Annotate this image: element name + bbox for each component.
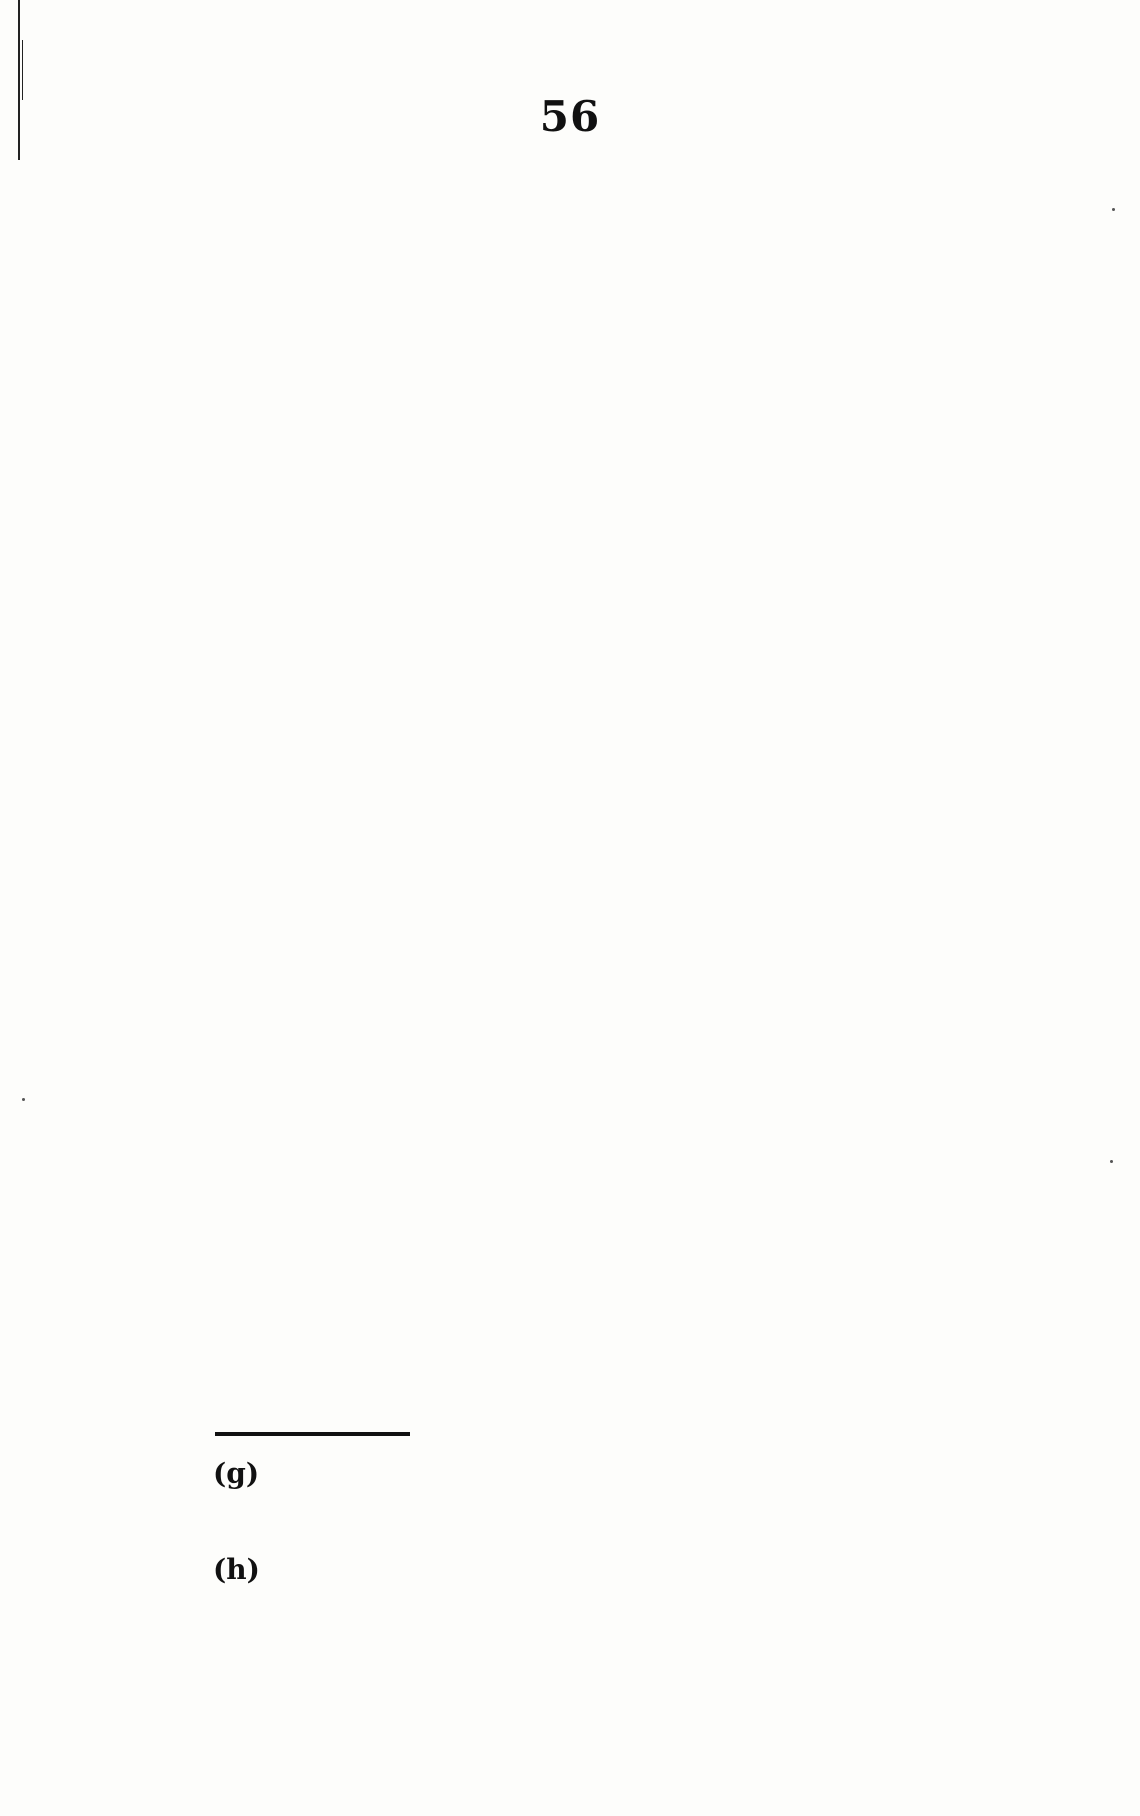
scan-speck (1112, 208, 1115, 211)
scan-speck (22, 1098, 25, 1101)
footnote-rule (215, 1432, 410, 1436)
text-line (213, 501, 1043, 555)
text-line (213, 447, 1043, 501)
text-line (213, 1154, 1043, 1208)
footnotes (213, 1450, 1043, 1594)
text-line (213, 719, 1043, 773)
footnote-g-continuation (213, 1498, 1043, 1546)
text-line (213, 882, 1043, 936)
text-line (213, 1317, 1043, 1371)
text-line (213, 1263, 1043, 1317)
text-line (213, 393, 1043, 447)
text-line (213, 828, 1043, 882)
text-line (213, 991, 1043, 1045)
scan-speck (1110, 1160, 1113, 1163)
footnote-marker: (g) (213, 1457, 260, 1490)
text-line (213, 229, 1043, 283)
text-line (213, 1372, 1043, 1426)
text-line (213, 610, 1043, 664)
text-line (213, 1100, 1043, 1154)
footnote-g (213, 1450, 1043, 1498)
text-line (213, 773, 1043, 827)
footnote-marker: (h) (213, 1553, 260, 1586)
text-line (213, 556, 1043, 610)
body-text (213, 175, 1043, 1480)
binding-edge-mark (22, 40, 23, 100)
text-line (213, 665, 1043, 719)
text-line (213, 1045, 1043, 1099)
text-line (213, 284, 1043, 338)
text-line (213, 1208, 1043, 1262)
page-number: 56 (539, 92, 601, 141)
text-line (213, 175, 1043, 229)
text-line (213, 936, 1043, 990)
text-line (213, 338, 1043, 392)
footnote-h (213, 1546, 1043, 1594)
